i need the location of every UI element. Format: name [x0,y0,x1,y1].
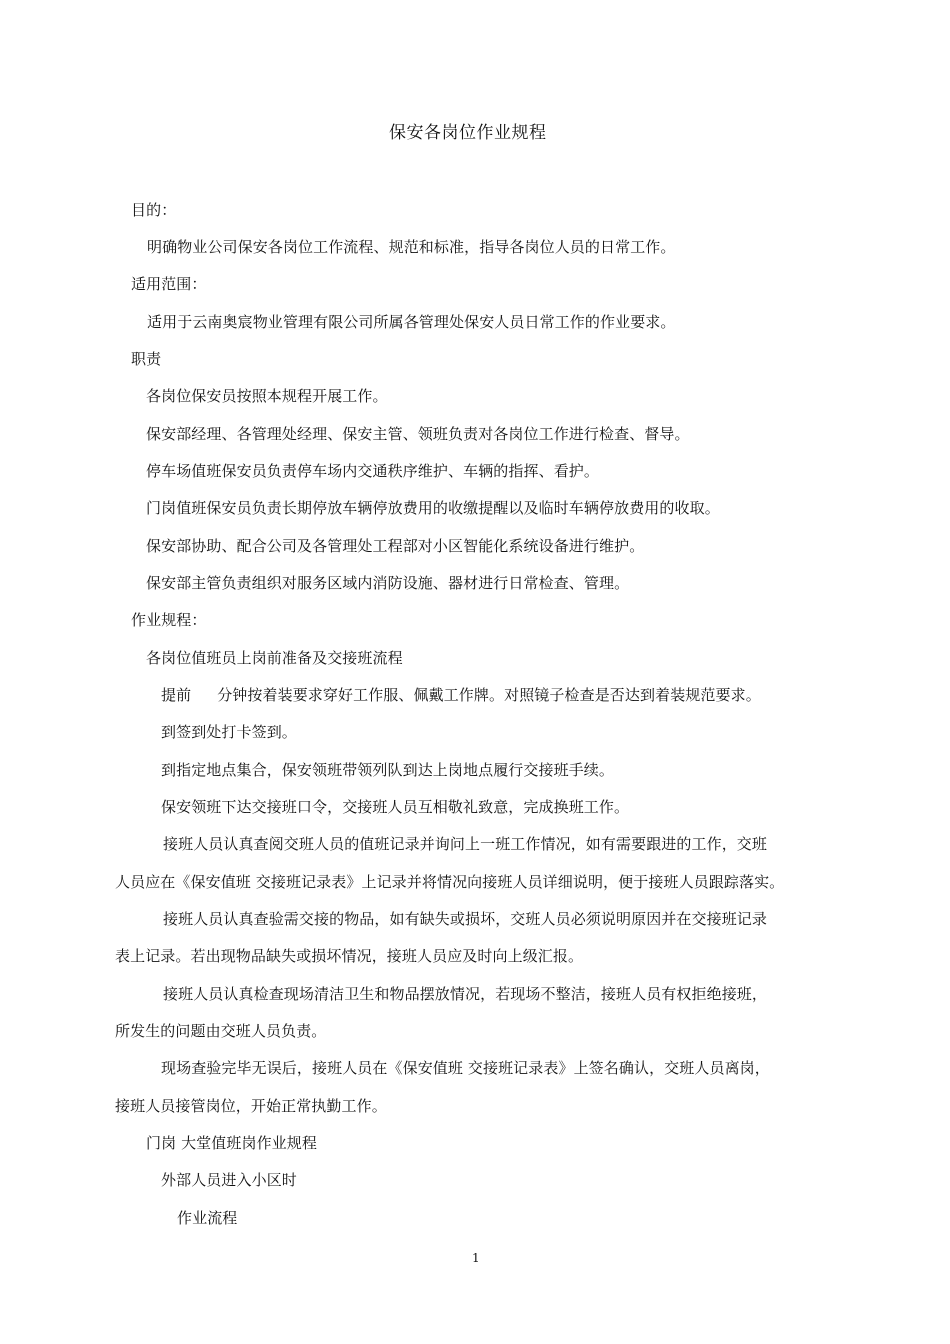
scope-heading: 适用范围： [131,275,207,293]
section-heading: 各岗位值班员上岗前准备及交接班流程 [146,649,403,667]
duty-item: 保安部经理、各管理处经理、保安主管、领班负责对各岗位工作进行检查、督导。 [146,425,690,443]
step-item [161,685,761,705]
document-title: 保安各岗位作业规程 [389,123,547,143]
step-prefix: 提前 [161,686,192,704]
paragraph-line: 所发生的问题由交班人员负责。 [115,1022,327,1040]
duty-item: 各岗位保安员按照本规程开展工作。 [146,387,388,405]
duty-heading: 职责 [131,350,162,368]
paragraph-line: 现场查验完毕无误后，接班人员在《保安值班 交接班记录表》上签名确认，交班人员离岗， [161,1059,770,1077]
duty-item: 保安部协助、配合公司及各管理处工程部对小区智能化系统设备进行维护。 [146,537,645,555]
page-number: 1 [472,1251,480,1265]
duty-item: 保安部主管负责组织对服务区域内消防设施、器材进行日常检查、管理。 [146,574,630,592]
flow-heading: 作业流程 [177,1209,238,1227]
paragraph-line: 表上记录。若出现物品缺失或损坏情况，接班人员应及时向上级汇报。 [115,947,584,965]
subsection-heading: 外部人员进入小区时 [161,1171,297,1189]
step-item: 到指定地点集合，保安领班带领列队到达上岗地点履行交接班手续。 [161,761,615,779]
step-item: 保安领班下达交接班口令，交接班人员互相敬礼致意，完成换班工作。 [161,798,630,816]
purpose-text: 明确物业公司保安各岗位工作流程、规范和标准，指导各岗位人员的日常工作。 [147,238,676,256]
duty-item: 停车场值班保安员负责停车场内交通秩序维护、车辆的指挥、看护。 [146,462,600,480]
paragraph-line: 接班人员认真检查现场清洁卫生和物品摆放情况，若现场不整洁，接班人员有权拒绝接班， [163,985,768,1003]
section-heading: 门岗 大堂值班岗作业规程 [146,1134,317,1152]
paragraph-line: 人员应在《保安值班 交接班记录表》上记录并将情况向接班人员详细说明，便于接班人员跟踪落实。 [115,873,785,891]
procedure-heading: 作业规程： [131,611,207,629]
duty-item: 门岗值班保安员负责长期停放车辆停放费用的收缴提醒以及临时车辆停放费用的收取。 [146,499,720,517]
step-text: 分钟按着装要求穿好工作服、佩戴工作牌。对照镜子检查是否达到着装规范要求。 [217,686,761,704]
paragraph-line: 接班人员接管岗位，开始正常执勤工作。 [115,1097,387,1115]
paragraph-line: 接班人员认真查验需交接的物品，如有缺失或损坏，交班人员必须说明原因并在交接班记录 [163,910,768,928]
scope-text: 适用于云南奥宸物业管理有限公司所属各管理处保安人员日常工作的作业要求。 [147,313,676,331]
purpose-heading: 目的： [131,201,177,219]
paragraph-line: 接班人员认真查阅交班人员的值班记录并询问上一班工作情况，如有需要跟进的工作，交班 [163,835,768,853]
step-item: 到签到处打卡签到。 [161,723,297,741]
